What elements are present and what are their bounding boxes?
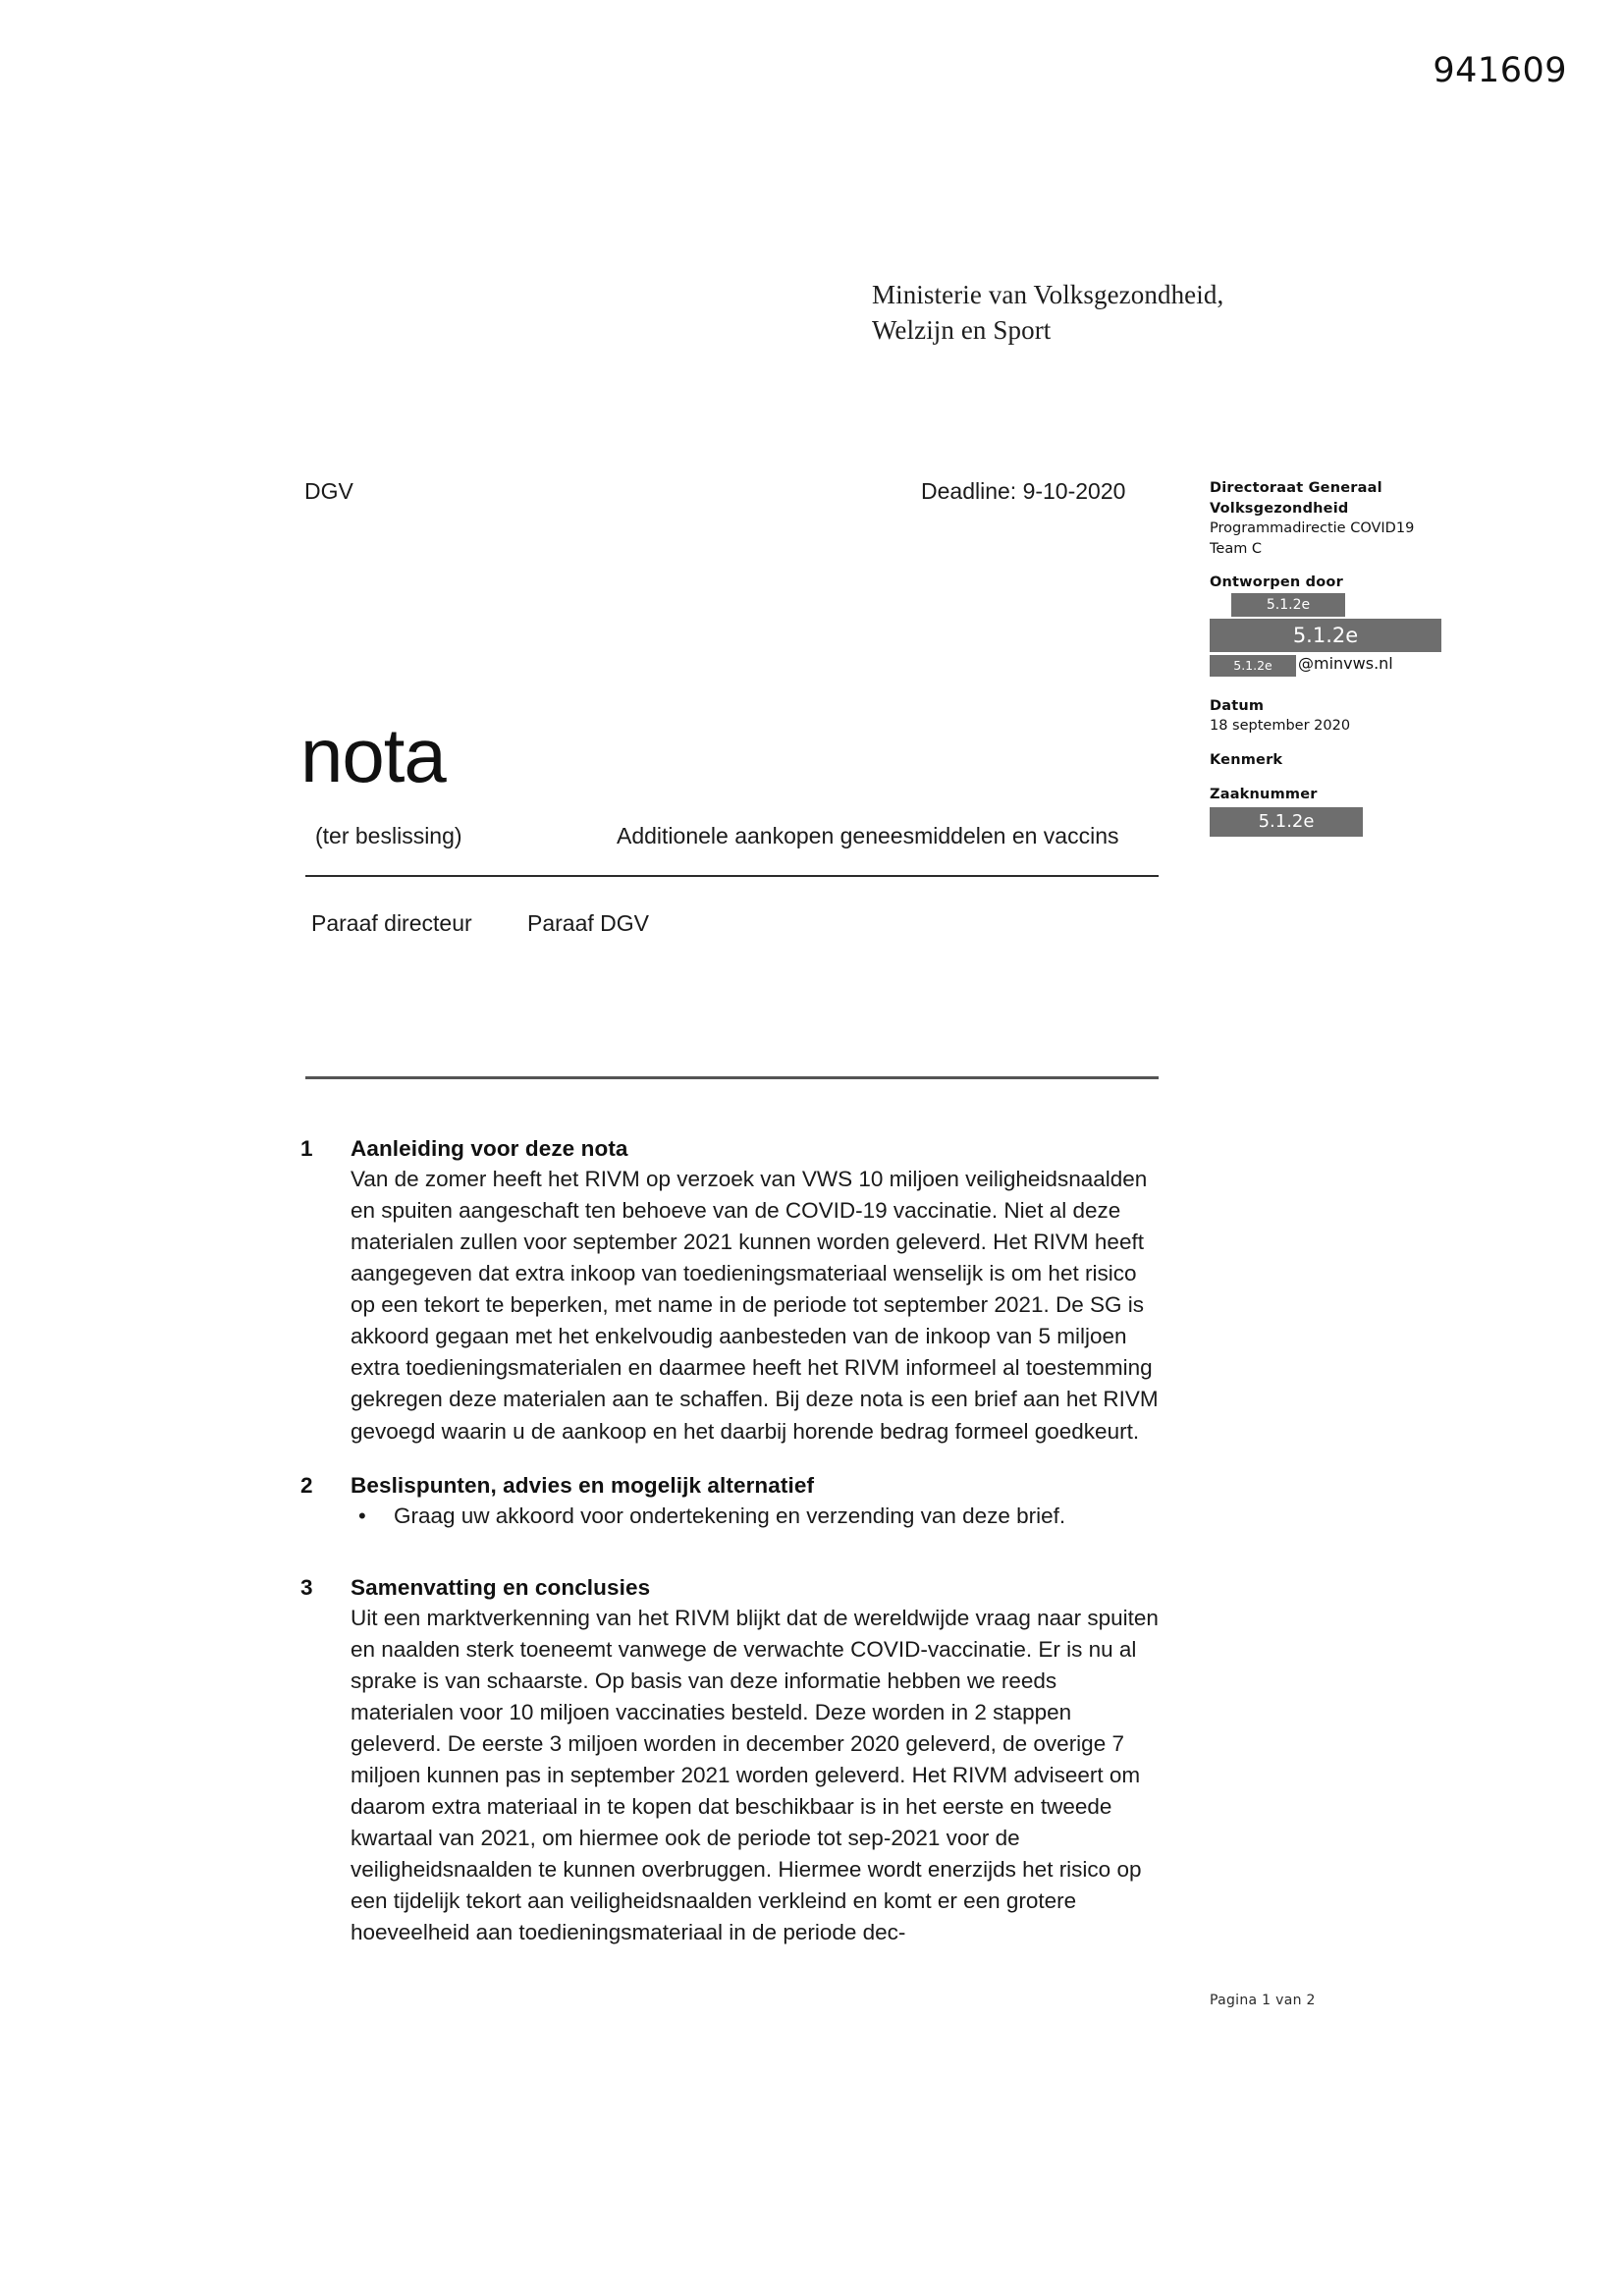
date-label: Datum (1210, 697, 1265, 714)
scan-id-number: 941609 (1433, 51, 1567, 90)
section-3-body: Uit een marktverkenning van het RIVM blijkt dat de wereldwijde vraag naar spuiten en naalden sterk toeneemt vanwege de verwachte COVID-vaccinatie. Er is nu al sprake is van schaarste. Op basis van deze informatie hebben we reeds materialen voor 10 miljoen vaccinaties besteld. Deze worden in 2 stappen geleverd. De eerste 3 miljoen worden in december 2020 geleverd, de overige 7 miljoen kunnen pas in september 2021 worden geleverd. Het RIVM adviseert om daarom extra materiaal in te kopen dat beschikbaar is in het eerste en tweede kwartaal van 2021, om hiermee ook de periode tot sep-2021 voor de veiligheidsnaalden te kunnen overbruggen. Hiermee wordt enerzijds het risico op een tijdelijk tekort aan veiligheidsnaalden verkleind en komt er een grotere hoeveelheid aan toedieningsmateriaal in de periode dec- (351, 1605, 1159, 1945)
redaction-row-1 (1210, 593, 1475, 617)
ministry-line-1: Ministerie van Volksgezondheid, (872, 280, 1224, 309)
email-domain-suffix: @minvws.nl (1298, 654, 1393, 674)
document-meta-panel (1210, 478, 1475, 837)
bullet-icon: • (358, 1503, 366, 1528)
paraaf-dgv-label: Paraaf DGV (527, 910, 649, 936)
team-line: Team C (1210, 540, 1263, 557)
kenmerk-label: Kenmerk (1210, 752, 1283, 769)
section-2-heading (300, 1473, 1164, 1499)
document-body (300, 1136, 1164, 1974)
nota-subject: Additionele aankopen geneesmiddelen en vaccins (617, 823, 1119, 848)
section-1-number: 1 (300, 1136, 313, 1161)
section-2-title: Beslispunten, advies en mogelijk alternatief (351, 1472, 815, 1498)
redaction-row-2 (1210, 617, 1475, 652)
meta-directorate (1210, 478, 1475, 559)
meta-spacer (1210, 737, 1475, 750)
redaction-box-zaaknummer: 5.1.2e (1210, 807, 1363, 837)
paraaf-directeur-label: Paraaf directeur (311, 910, 472, 936)
meta-designed-by (1210, 573, 1475, 677)
section-1-heading (300, 1136, 1164, 1162)
divider-bottom (305, 1076, 1159, 1079)
page-title: nota (300, 712, 446, 798)
meta-date (1210, 696, 1475, 737)
programme-line: Programmadirectie COVID19 (1210, 520, 1415, 537)
redaction-box-name-1: 5.1.2e (1231, 593, 1345, 617)
list-item (351, 1501, 1164, 1532)
directorate-line-2: Volksgezondheid (1210, 500, 1349, 517)
date-value: 18 september 2020 (1210, 718, 1351, 735)
section-2-number: 2 (300, 1472, 313, 1498)
meta-spacer (1210, 559, 1475, 573)
zaaknummer-label: Zaaknummer (1210, 786, 1318, 802)
directorate-line-1: Directoraat Generaal (1210, 480, 1382, 496)
meta-spacer (1210, 677, 1475, 696)
section-2 (300, 1473, 1164, 1532)
redaction-row-email (1210, 652, 1475, 677)
divider-top (305, 875, 1159, 877)
section-3-heading (300, 1575, 1164, 1601)
section-2-bullet-text: Graag uw akkoord voor ondertekening en verzending van deze brief. (394, 1503, 1066, 1528)
ministry-line-2: Welzijn en Sport (872, 314, 1052, 345)
section-1 (300, 1136, 1164, 1448)
redaction-row-zaaknummer (1210, 804, 1475, 837)
section-1-title: Aanleiding voor deze nota (351, 1136, 628, 1161)
section-1-body: Van de zomer heeft het RIVM op verzoek van VWS 10 miljoen veiligheidsnaalden en spuiten aangeschaft ten behoeve van de COVID-19 vaccinatie. Niet al deze materialen zullen voor september 2021 kunnen worden geleverd. Het RIVM heeft aangegeven dat extra inkoop van toedieningsmateriaal wenselijk is om het risico op een tekort te beperken, met name in de periode tot september 2021. De SG is akkoord gegaan met het enkelvoudig aanbesteden van de inkoop van 5 miljoen extra toedieningsmaterialen en daarmee heeft het RIVM informeel al toestemming gekregen deze materialen aan te schaffen. Bij deze nota is een brief aan het RIVM gevoegd waarin u de aankoop en het daarbij horende bedrag formeel goedkeurt. (351, 1167, 1159, 1444)
section-spacer (300, 1558, 1164, 1575)
meta-zaaknummer (1210, 785, 1475, 838)
section-3 (300, 1575, 1164, 1949)
meta-spacer (1210, 771, 1475, 785)
redaction-box-email: 5.1.2e (1210, 655, 1296, 677)
designed-by-label: Ontworpen door (1210, 574, 1343, 591)
deadline-label: Deadline: 9-10-2020 (921, 478, 1126, 504)
dgv-label: DGV (304, 478, 353, 504)
redaction-box-name-2: 5.1.2e (1210, 619, 1441, 652)
page-footer: Pagina 1 van 2 (1210, 1993, 1316, 2008)
nota-subtitle: (ter beslissing) (315, 823, 462, 848)
section-2-bullet-list (351, 1501, 1164, 1532)
ministry-wordmark (872, 278, 1223, 349)
meta-kenmerk (1210, 750, 1475, 771)
section-3-number: 3 (300, 1574, 313, 1600)
section-3-title: Samenvatting en conclusies (351, 1574, 651, 1600)
